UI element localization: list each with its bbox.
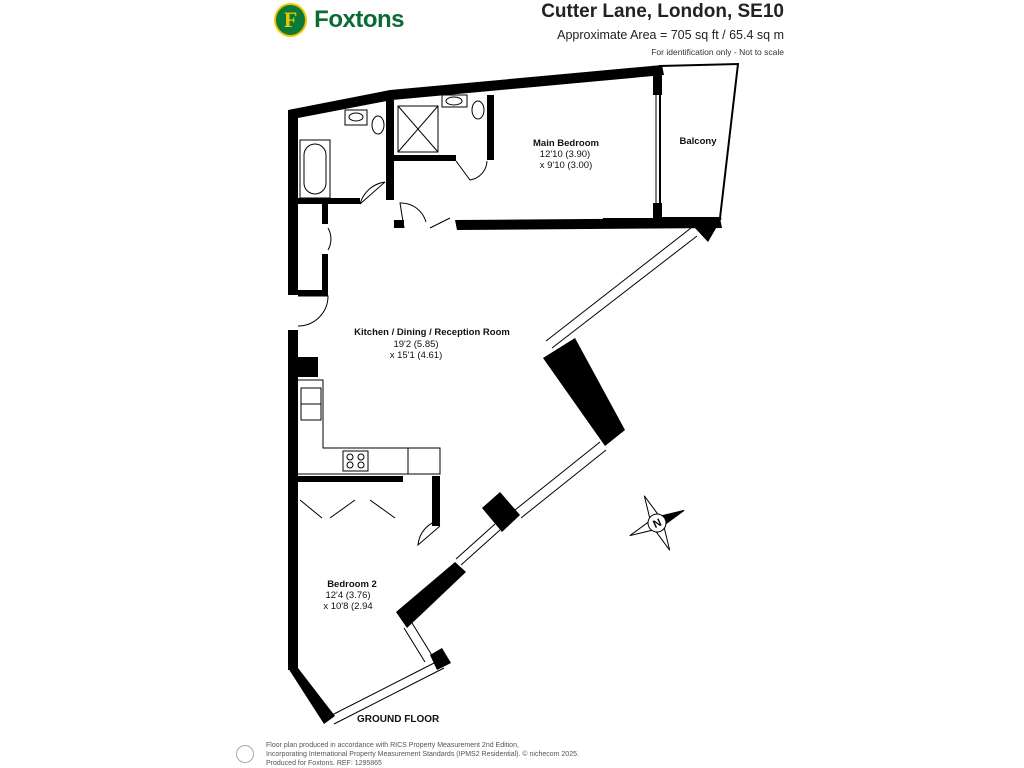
kitchen-counter	[298, 380, 440, 474]
scale-note: For identification only - Not to scale	[651, 47, 784, 57]
brand-name: Foxtons	[314, 6, 404, 33]
kitchen-dim2: x 15'1 (4.61)	[389, 350, 443, 361]
bedroom2-dim1: 12'4 (3.76)	[325, 590, 371, 601]
bedroom2-dim2: x 10'8 (2.94	[323, 601, 373, 612]
interior-walls	[298, 95, 494, 526]
property-address: Cutter Lane, London, SE10	[541, 1, 784, 22]
floor-label: GROUND FLOOR	[357, 714, 440, 725]
foxtons-badge-icon: F	[274, 3, 307, 37]
shower-icon	[398, 106, 438, 152]
compass-north-label: N	[651, 516, 664, 532]
footer-line-1: Floor plan produced in accordance with RICS Property Measurement 2nd Edition,	[266, 742, 519, 749]
bedroom2-name: Bedroom 2	[327, 579, 377, 590]
footer-line-2: Incorporating International Property Measurement Standards (IPMS2 Residential). © nichecom 2025.	[266, 751, 579, 758]
balcony-name: Balcony	[679, 136, 717, 147]
bathtub-icon	[300, 140, 330, 198]
hob-icon	[343, 451, 368, 471]
kitchen-name: Kitchen / Dining / Reception Room	[354, 327, 510, 338]
windows	[330, 95, 697, 724]
main-bedroom-name: Main Bedroom	[533, 138, 599, 149]
footer-line-3: Produced for Foxtons. REF: 1295865	[266, 760, 382, 767]
property-area: Approximate Area = 705 sq ft / 65.4 sq m	[557, 28, 784, 42]
main-bedroom-dim1: 12'10 (3.90)	[539, 149, 591, 160]
footer-disclaimer	[236, 741, 579, 768]
exterior-walls	[288, 65, 722, 724]
main-bedroom-dim2: x 9'10 (3.00)	[539, 160, 593, 171]
compass-icon	[617, 483, 697, 563]
kitchen-dim1: 19'2 (5.85)	[393, 339, 439, 350]
